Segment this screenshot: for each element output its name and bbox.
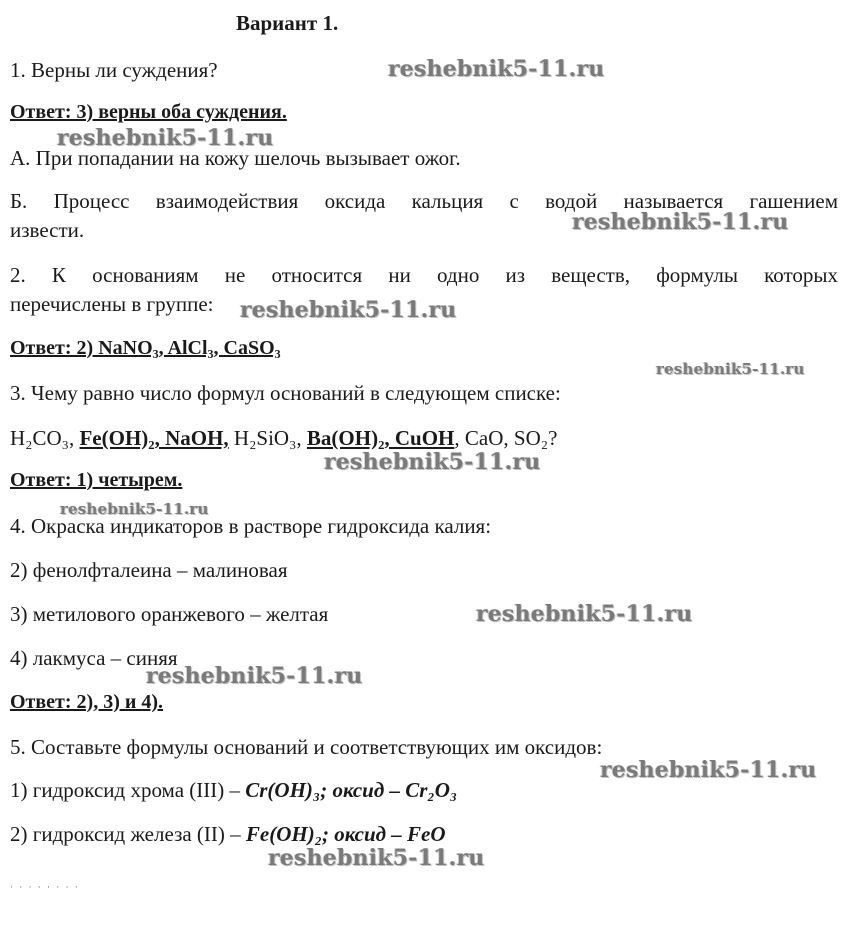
formula-list-part2: H₂SiO₃, — [228, 426, 307, 450]
watermark: reshebnik5-11.ru — [240, 297, 457, 323]
question-1: 1. Верны ли суждения? — [10, 58, 218, 82]
answer-2: Ответ: 2) NaNO₃, AlCl₃, CaSO₃ — [10, 337, 281, 359]
base-item-1 — [10, 778, 457, 802]
question-4: 4. Окраска индикаторов в растворе гидроксида калия: — [10, 514, 492, 538]
formula-list — [10, 426, 557, 450]
watermark: reshebnik5-11.ru — [57, 125, 274, 151]
watermark: reshebnik5-11.ru — [60, 500, 209, 518]
formula-list-part1: H₂CO₃, — [10, 426, 80, 450]
statement-b-line2: извести. — [10, 218, 85, 242]
formula-list-bases-1: Fe(OH)₂, NaOH, — [79, 426, 229, 450]
statement-b-line1: Б. Процесс взаимодействия оксида кальция с водой называется гашением — [10, 189, 838, 213]
indicator-item-4: 4) лакмуса – синяя — [10, 646, 178, 670]
watermark: reshebnik5-11.ru — [656, 360, 805, 378]
indicator-item-2: 2) фенолфталеина – малиновая — [10, 558, 288, 582]
formula-list-bases-2: Ba(OH)₂, CuOH — [306, 426, 455, 450]
indicator-item-3: 3) метилового оранжевого – желтая — [10, 602, 329, 626]
question-3: 3. Чему равно число формул оснований в следующем списке: — [10, 381, 561, 405]
watermark: reshebnik5-11.ru — [388, 56, 605, 82]
watermark: reshebnik5-11.ru — [324, 449, 541, 475]
watermark: reshebnik5-11.ru — [476, 601, 693, 627]
statement-a: А. При попадании на кожу шелочь вызывает ожог. — [10, 146, 461, 170]
formula-list-part3: , CaO, SO₂? — [454, 426, 558, 450]
base-item-1-formula: Cr(OH)₃; оксид – Cr₂O₃ — [245, 778, 458, 802]
base-item-2 — [10, 822, 446, 846]
base-item-2-formula: Fe(OH)₂; оксид – FeO — [245, 822, 446, 846]
answer-3: Ответ: 1) четырем. — [10, 469, 183, 491]
question-5: 5. Составьте формулы оснований и соответствующих им оксидов: — [10, 735, 603, 759]
question-2-line1: 2. К основаниям не относится ни одно из веществ, формулы которых — [10, 263, 838, 287]
base-item-2-text: 2) гидроксид железа (II) – — [10, 822, 246, 846]
watermark: reshebnik5-11.ru — [268, 845, 485, 871]
watermark: reshebnik5-11.ru — [600, 757, 817, 783]
watermark: reshebnik5-11.ru — [146, 663, 363, 689]
answer-1: Ответ: 3) верны оба суждения. — [10, 101, 287, 123]
page-title: Вариант 1. — [236, 11, 339, 35]
answer-4: Ответ: 2), 3) и 4). — [10, 691, 164, 713]
watermark: reshebnik5-11.ru — [572, 209, 789, 235]
cut-off-line: · · · · · · · · — [10, 882, 80, 892]
base-item-1-text: 1) гидроксид хрома (III) – — [10, 778, 246, 802]
question-2-line2: перечислены в группе: — [10, 292, 214, 316]
